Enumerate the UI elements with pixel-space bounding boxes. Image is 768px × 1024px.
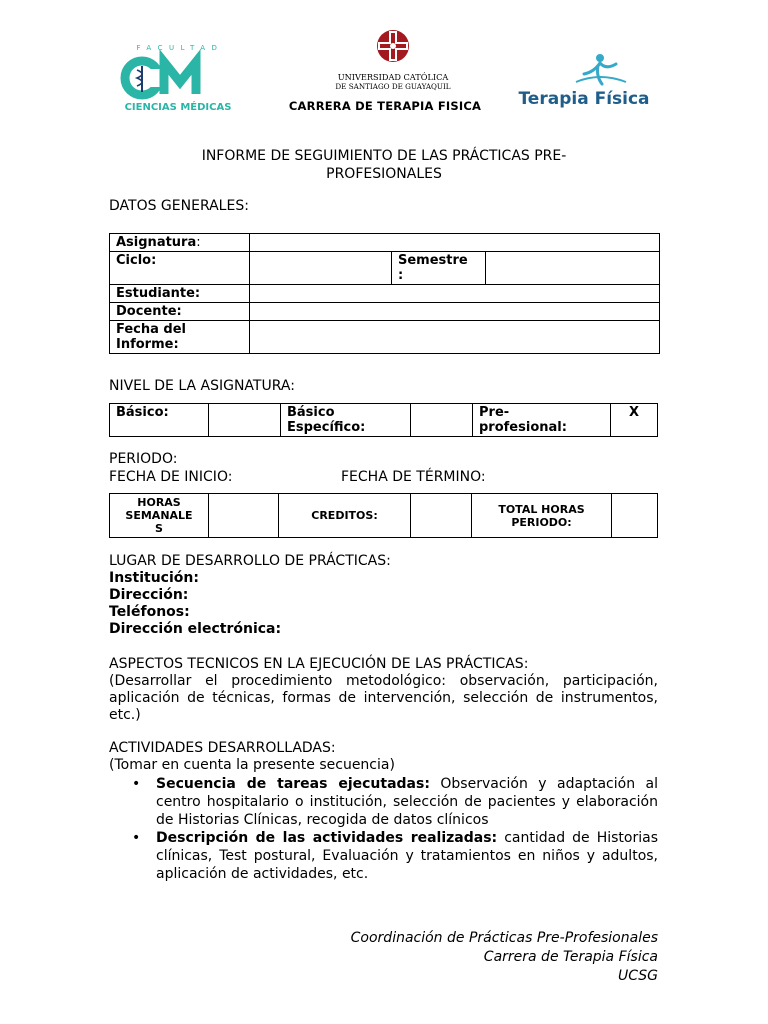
semestre-label [392, 252, 486, 285]
actividades-list [109, 775, 658, 883]
footer-line1: Coordinación de Prácticas Pre-Profesionales [350, 930, 658, 946]
bullet-icon: • [132, 776, 141, 792]
report-title-line1: INFORME DE SEGUIMIENTO DE LAS PRÁCTICAS PRE- [201, 148, 567, 164]
fcm-logo [118, 42, 242, 116]
datos-generales-heading: DATOS GENERALES: [109, 198, 249, 214]
list-item-text: cantidad de Historias clínicas, Test postural, Evaluación y tratamientos en niños y adultos, aplicación de actividades, etc. [156, 830, 659, 882]
aspectos-heading: ASPECTOS TECNICOS EN LA EJECUCIÓN DE LAS PRÁCTICAS: [109, 656, 529, 672]
bullet-icon: • [132, 830, 141, 846]
actividades-note: (Tomar en cuenta la presente secuencia) [109, 757, 395, 773]
total-horas-label [472, 494, 612, 538]
nivel-table [109, 403, 658, 437]
horas-line1: HORAS [137, 496, 181, 509]
list-item [109, 829, 658, 883]
list-item-text: Observación y adaptación al centro hospitalario o institución, selección de pacientes y elaboración de Historias Clínicas, recogida de datos clínicos [156, 776, 659, 828]
creditos-label: CREDITOS: [279, 494, 411, 538]
ciclo-value-cell[interactable] [250, 252, 392, 285]
ucsg-logo [318, 28, 468, 98]
fecha-informe-line1: Fecha del [116, 322, 187, 337]
preprofesional-label [473, 404, 611, 437]
fecha-termino-label: FECHA DE TÉRMINO: [341, 469, 486, 485]
footer-line3: UCSG [617, 968, 658, 984]
horas-line3: S [155, 522, 163, 535]
career-name: CARRERA DE TERAPIA FISICA [288, 99, 482, 113]
fecha-informe-label [110, 321, 250, 354]
asignatura-label: Asignatura: [110, 234, 250, 252]
svg-text:Terapia Física: Terapia Física [518, 89, 650, 109]
footer [258, 929, 658, 986]
report-title-line2: PROFESIONALES [326, 166, 442, 182]
list-item-bold: Descripción de las actividades realizadas: [156, 830, 498, 846]
docente-value-cell[interactable] [250, 303, 660, 321]
ciclo-label: Ciclo: [110, 252, 250, 285]
fecha-informe-value-cell[interactable] [250, 321, 660, 354]
actividades-heading: ACTIVIDADES DESARROLLADAS: [109, 740, 336, 756]
terapia-fisica-logo [514, 52, 654, 112]
preprofesional-line1: Pre- [479, 405, 510, 420]
svg-text:DE SANTIAGO DE GUAYAQUIL: DE SANTIAGO DE GUAYAQUIL [335, 82, 451, 91]
horas-semanales-label [110, 494, 209, 538]
direccion-label: Dirección: [109, 587, 189, 603]
total-horas-line2: PERIODO: [511, 515, 572, 529]
periodo-heading: PERIODO: [109, 451, 178, 467]
basico-especifico-label [281, 404, 411, 437]
horas-semanales-value-cell[interactable] [209, 494, 279, 538]
total-horas-line1: TOTAL HORAS [498, 502, 585, 516]
footer-line2: Carrera de Terapia Física [483, 949, 658, 965]
datos-generales-table [109, 233, 660, 354]
docente-label: Docente: [110, 303, 250, 321]
basico-especifico-line1: Básico [287, 405, 335, 420]
total-horas-value-cell[interactable] [612, 494, 658, 538]
fecha-inicio-label: FECHA DE INICIO: [109, 469, 233, 485]
estudiante-value-cell[interactable] [250, 285, 660, 303]
direccion-electronica-label: Dirección electrónica: [109, 621, 282, 637]
basico-especifico-value-cell[interactable] [411, 404, 473, 437]
preprofesional-line2: profesional: [479, 420, 567, 435]
basico-label: Básico: [110, 404, 209, 437]
svg-text:FACULTAD: FACULTAD [136, 44, 224, 52]
semestre-value-cell[interactable] [486, 252, 660, 285]
report-title [120, 147, 648, 183]
horas-table [109, 493, 658, 538]
institucion-label: Institución: [109, 570, 199, 586]
preprofesional-mark[interactable]: X [611, 404, 658, 437]
creditos-value-cell[interactable] [411, 494, 472, 538]
svg-text:CIENCIAS MÉDICAS: CIENCIAS MÉDICAS [124, 102, 232, 113]
svg-text:UNIVERSIDAD CATÓLICA: UNIVERSIDAD CATÓLICA [337, 72, 449, 82]
lugar-heading: LUGAR DE DESARROLLO DE PRÁCTICAS: [109, 553, 391, 569]
nivel-heading: NIVEL DE LA ASIGNATURA: [109, 378, 295, 394]
basico-especifico-line2: Específico: [287, 420, 366, 435]
fecha-informe-line2: Informe: [116, 337, 179, 352]
semestre-label-line1: Semestre [398, 253, 468, 268]
list-item [109, 775, 658, 829]
estudiante-label: Estudiante: [110, 285, 250, 303]
aspectos-text: (Desarrollar el procedimiento metodológico: observación, participación, aplicación de técnicas, formas de intervención, selección de instrumentos, etc.) [109, 673, 658, 723]
semestre-label-line2: : [398, 268, 404, 283]
list-item-bold: Secuencia de tareas ejecutadas: [156, 776, 430, 792]
basico-value-cell[interactable] [209, 404, 281, 437]
telefonos-label: Teléfonos: [109, 604, 190, 620]
horas-line2: SEMANALE [125, 509, 193, 522]
asignatura-value-cell[interactable] [250, 234, 660, 252]
